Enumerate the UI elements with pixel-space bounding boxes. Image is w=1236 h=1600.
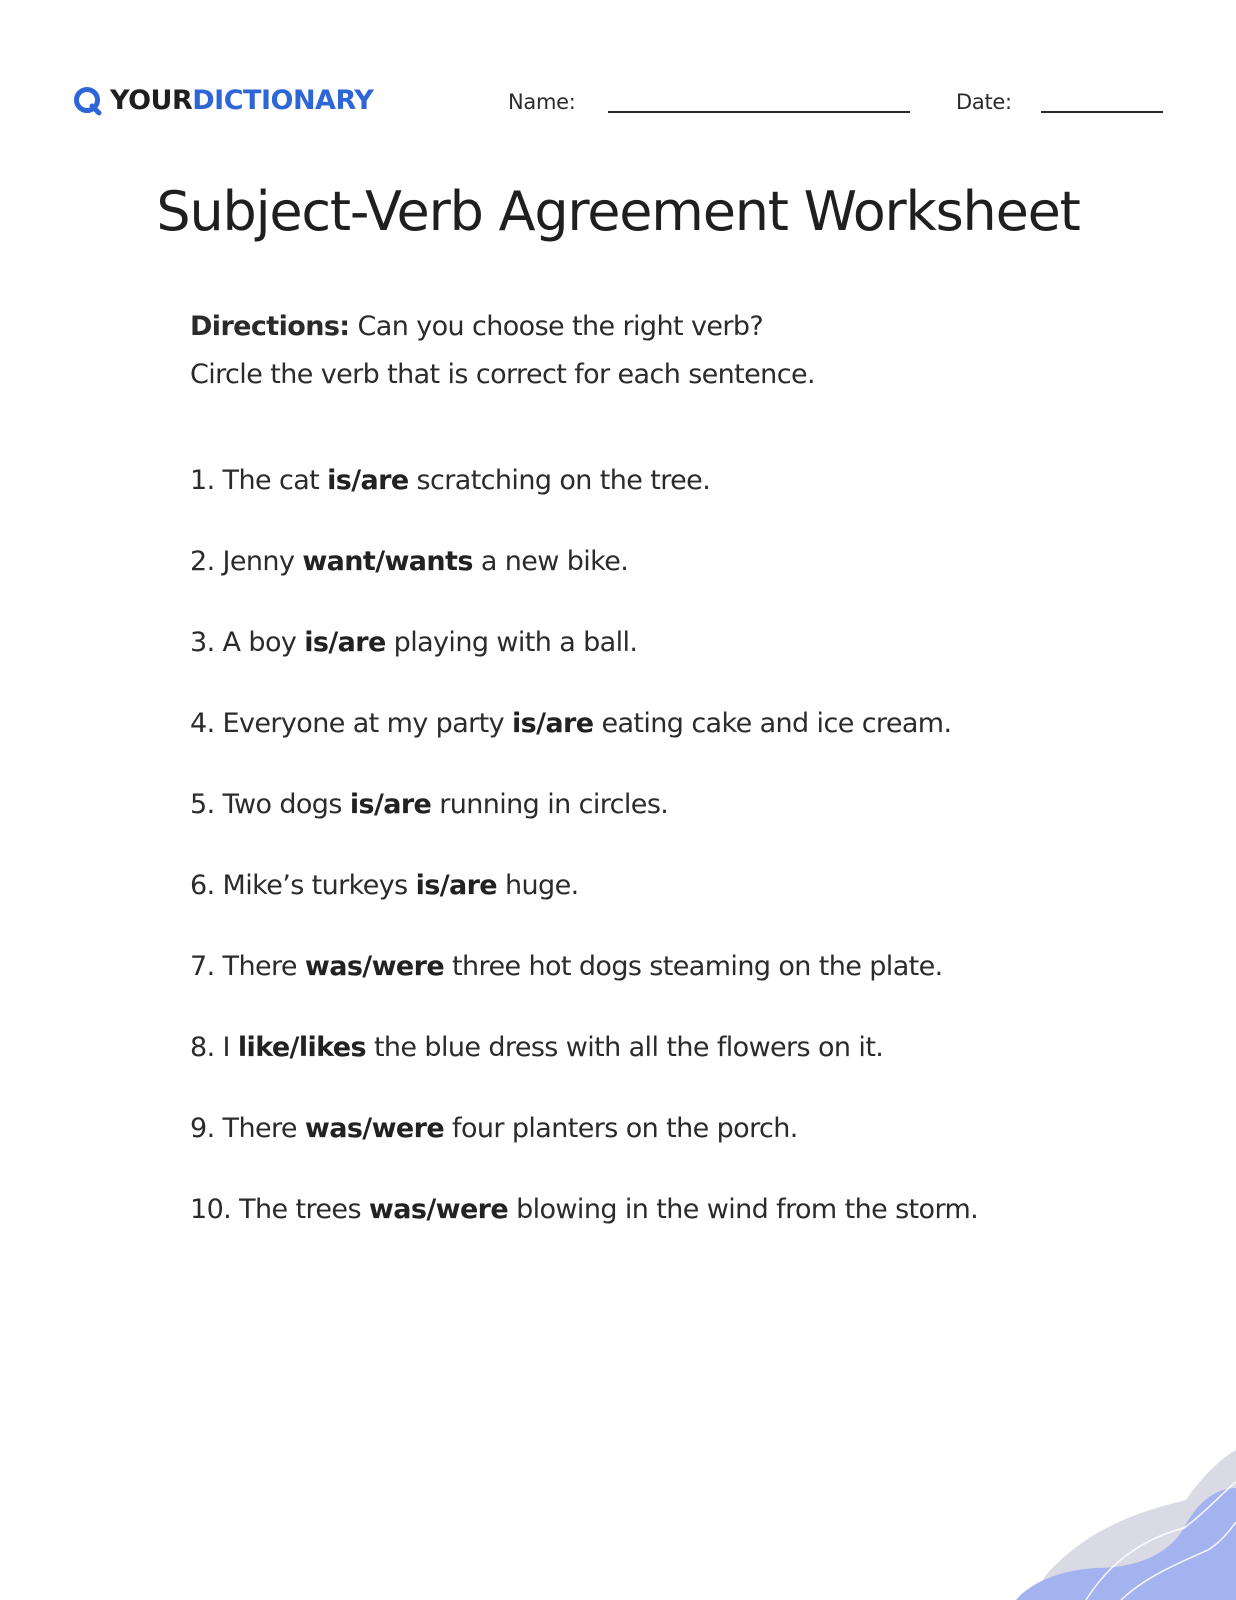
question-text-after: scratching on the tree. bbox=[416, 465, 711, 496]
search-q-icon bbox=[72, 85, 104, 117]
verb-choice[interactable]: was/were bbox=[304, 1113, 445, 1144]
question-text-after: playing with a ball. bbox=[393, 627, 638, 658]
verb-choice[interactable]: is/are bbox=[304, 627, 386, 658]
question-number: 4. bbox=[190, 708, 215, 739]
yourdictionary-logo[interactable] bbox=[72, 84, 373, 118]
verb-choice[interactable]: want/wants bbox=[302, 546, 473, 577]
question-text-after: eating cake and ice cream. bbox=[601, 708, 952, 739]
question-item bbox=[190, 1111, 978, 1192]
verb-choice[interactable]: is/are bbox=[349, 789, 432, 820]
question-number: 6. bbox=[190, 870, 215, 901]
question-number: 8. bbox=[190, 1032, 215, 1063]
logo-text bbox=[110, 84, 373, 118]
question-number: 5. bbox=[190, 789, 215, 820]
verb-choice[interactable]: is/are bbox=[512, 708, 594, 739]
question-text-after: three hot dogs steaming on the plate. bbox=[452, 951, 943, 982]
question-item bbox=[190, 868, 978, 949]
date-field[interactable] bbox=[1041, 111, 1163, 113]
question-number: 1. bbox=[190, 465, 215, 496]
directions bbox=[190, 303, 815, 399]
question-list bbox=[190, 463, 978, 1273]
question-text-after: blowing in the wind from the storm. bbox=[516, 1194, 979, 1225]
name-label: Name: bbox=[508, 90, 576, 114]
question-item bbox=[190, 1030, 978, 1111]
question-text-before: Everyone at my party bbox=[222, 708, 505, 739]
question-item bbox=[190, 463, 978, 544]
question-number: 10. bbox=[190, 1194, 232, 1225]
question-text-after: running in circles. bbox=[439, 789, 669, 820]
question-text-after: four planters on the porch. bbox=[452, 1113, 798, 1144]
question-item bbox=[190, 625, 978, 706]
directions-line-1 bbox=[190, 303, 815, 351]
question-item bbox=[190, 1192, 978, 1273]
question-number: 9. bbox=[190, 1113, 215, 1144]
directions-text-1: Can you choose the right verb? bbox=[357, 311, 764, 342]
directions-text-2: Circle the verb that is correct for each sentence. bbox=[190, 359, 815, 390]
question-text-before: The trees bbox=[239, 1194, 361, 1225]
question-text-before: There bbox=[222, 951, 297, 982]
question-item bbox=[190, 949, 978, 1030]
question-text-before: Two dogs bbox=[222, 789, 342, 820]
question-text-after: huge. bbox=[505, 870, 579, 901]
verb-choice[interactable]: was/were bbox=[304, 951, 445, 982]
logo-text-dictionary: DICTIONARY bbox=[192, 85, 374, 116]
verb-choice[interactable]: was/were bbox=[368, 1194, 509, 1225]
question-text-before: Jenny bbox=[222, 546, 295, 577]
question-number: 7. bbox=[190, 951, 215, 982]
worksheet-header bbox=[0, 0, 1236, 140]
question-item bbox=[190, 706, 978, 787]
question-text-before: Mike’s turkeys bbox=[222, 870, 408, 901]
question-text-after: the blue dress with all the flowers on it. bbox=[373, 1032, 884, 1063]
question-text-after: a new bike. bbox=[480, 546, 629, 577]
verb-choice[interactable]: is/are bbox=[415, 870, 498, 901]
question-number: 3. bbox=[190, 627, 215, 658]
name-field[interactable] bbox=[608, 111, 910, 113]
question-text-before: I bbox=[222, 1032, 230, 1063]
verb-choice[interactable]: like/likes bbox=[237, 1032, 366, 1063]
page-title: Subject-Verb Agreement Worksheet bbox=[156, 180, 1080, 243]
question-text-before: A boy bbox=[222, 627, 297, 658]
question-item bbox=[190, 544, 978, 625]
verb-choice[interactable]: is/are bbox=[327, 465, 409, 496]
decorative-wave bbox=[936, 1400, 1236, 1600]
question-number: 2. bbox=[190, 546, 215, 577]
question-text-before: There bbox=[222, 1113, 297, 1144]
directions-label: Directions: bbox=[190, 311, 350, 342]
date-label: Date: bbox=[956, 90, 1012, 114]
question-item bbox=[190, 787, 978, 868]
question-text-before: The cat bbox=[222, 465, 320, 496]
logo-text-your: YOUR bbox=[110, 85, 193, 116]
